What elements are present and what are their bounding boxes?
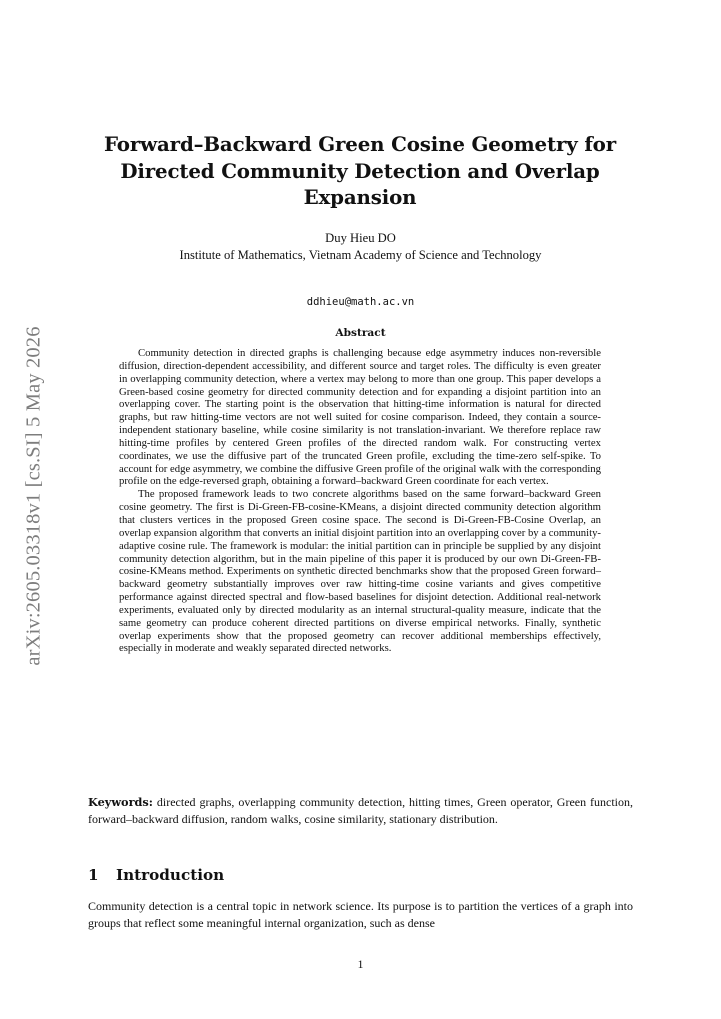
author-email: ddhieu@math.ac.vn <box>306 296 415 308</box>
section-title: Introduction <box>116 866 225 884</box>
author-affiliation: Institute of Mathematics, Vietnam Academy of Science and Technology <box>179 248 542 262</box>
section-heading-introduction <box>88 866 224 884</box>
abstract-paragraph-2: The proposed framework leads to two concrete algorithms based on the same forward–backward Green cosine geometry. The first is Di-Green-FB-cosine-KMeans, a disjoint directed community detection algorithm that clusters vertices in the proposed Green cosine space. The second is Di-Green-FB-Cosine Overlap, an overlap expansion algorithm that converts an initial disjoint partition into an overlapping cover by a community-adaptive cosine rule. The framework is modular: the initial partition can in principle be supplied by any disjoint community detection algorithm, but in the main pipeline of this paper it is produced by our own Di-Green-FB-cosine-KMeans method. Experiments on synthetic directed benchmarks show that the proposed Green forward–backward geometry substantially improves over raw hitting-time cosine variants and gives competitive performance against directed spectral and flow-based baselines for disjoint detection. Additional real-network experiments, evaluated only by directed modularity as an internal structural-quality measure, indicate that the same geometry can produce coherent directed partitions on diverse empirical networks. Finally, synthetic overlap experiments show that the proposed geometry can recover additional memberships effectively, especially in moderate and weakly separated directed networks. <box>119 488 601 655</box>
arxiv-identifier-text: arXiv:2605.03318v1 [cs.SI] 5 May 2026 <box>22 326 45 666</box>
introduction-paragraph: Community detection is a central topic in network science. Its purpose is to partition the vertices of a graph into groups that reflect some meaningful internal organization, such as dense <box>88 899 633 930</box>
arxiv-identifier-stamp <box>14 305 54 687</box>
abstract-paragraph-1: Community detection in directed graphs is challenging because edge asymmetry induces non-reversible diffusion, direction-dependent accessibility, and different source and target roles. The difficulty is even greater in overlapping community detection, where a vertex may belong to more than one group. This paper develops a Green-based cosine geometry for directed community detection and for expanding a disjoint partition into an overlapping cover. The starting point is the observation that hitting-time information is natural for directed graphs, but raw hitting-time vectors are not well suited for cosine comparison. Indeed, they contain a source-independent stationary baseline, while cosine similarity is not translation-invariant. We therefore replace raw hitting-time profiles by centered Green profiles of the directed random walk. For constructing vertex coordinates, we use the diffusive part of the truncated Green profile, excluding the time-zero self-spike. To account for edge asymmetry, we combine the diffusive Green profile of the original walk with the corresponding profile on the edge-reversed graph, obtaining a forward–backward Green coordinate for each vertex. <box>119 347 601 488</box>
keywords-label: Keywords: <box>88 795 153 809</box>
paper-title: Forward–Backward Green Cosine Geometry for Directed Community Detection and Overlap Expansion <box>104 132 616 209</box>
abstract-heading: Abstract <box>335 327 386 339</box>
abstract-body <box>119 347 601 655</box>
author-name: Duy Hieu DO <box>325 231 396 245</box>
section-number: 1 <box>88 866 99 884</box>
page-number: 1 <box>357 957 364 971</box>
keywords-text: directed graphs, overlapping community detection, hitting times, Green operator, Green function, forward–backward diffusion, random walks, cosine similarity, stationary distribution. <box>88 795 634 826</box>
keywords-block <box>88 794 633 828</box>
